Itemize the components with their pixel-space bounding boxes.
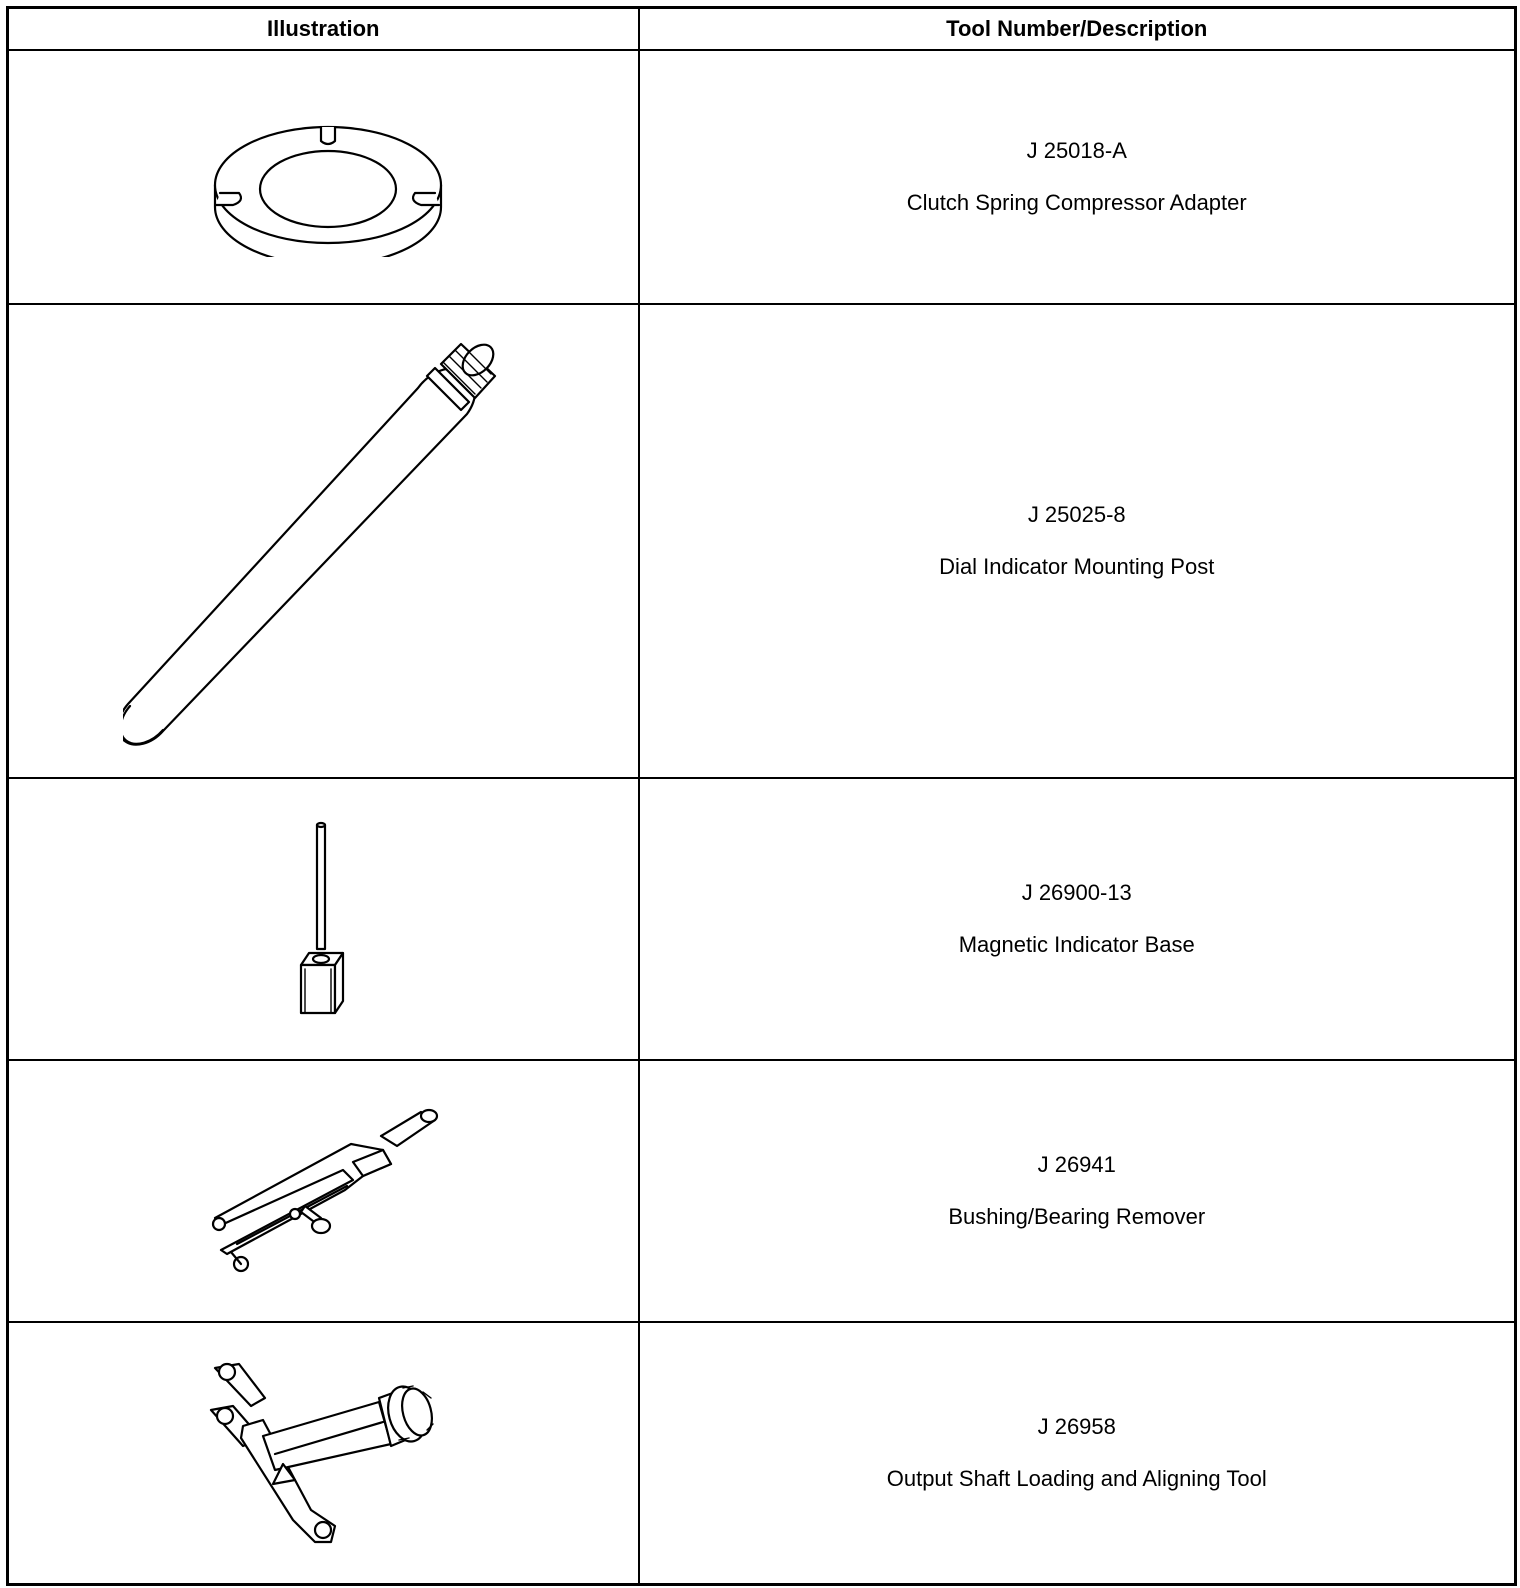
magnetic-indicator-base-icon <box>293 819 353 1019</box>
tool-cell <box>639 50 1516 304</box>
table-row <box>8 50 1516 304</box>
table-row <box>8 304 1516 778</box>
bushing-bearing-remover-icon <box>203 1106 443 1276</box>
tool-number: J 25018-A <box>1026 138 1127 163</box>
tool-cell <box>639 778 1516 1060</box>
tool-number: J 25025-8 <box>1027 502 1126 527</box>
tool-description: Clutch Spring Compressor Adapter <box>906 190 1247 215</box>
illustration-cell <box>8 1322 639 1584</box>
illustration-cell <box>8 1060 639 1322</box>
illustration-cell <box>8 304 639 778</box>
tool-description: Output Shaft Loading and Aligning Tool <box>886 1465 1267 1491</box>
tool-cell <box>639 1060 1516 1322</box>
special-tools-table <box>6 6 1517 1586</box>
output-shaft-loading-aligning-tool-icon <box>203 1358 443 1548</box>
table-row <box>8 1060 1516 1322</box>
header-illustration: Illustration <box>8 8 639 51</box>
table-row <box>8 778 1516 1060</box>
tool-number: J 26900-13 <box>1021 880 1132 905</box>
tool-description: Magnetic Indicator Base <box>958 932 1195 957</box>
dial-indicator-mounting-post-icon <box>123 336 523 746</box>
tool-description: Dial Indicator Mounting Post <box>939 554 1215 579</box>
table-header-row <box>8 8 1516 51</box>
tool-number: J 26941 <box>1037 1152 1116 1177</box>
tool-cell <box>639 304 1516 778</box>
table-row <box>8 1322 1516 1584</box>
illustration-cell <box>8 50 639 304</box>
tool-description: Bushing/Bearing Remover <box>948 1204 1206 1229</box>
tool-cell <box>639 1322 1516 1584</box>
header-tool-number-description: Tool Number/Description <box>639 8 1516 51</box>
clutch-spring-compressor-adapter-icon <box>203 97 443 257</box>
tool-number: J 26958 <box>1037 1413 1116 1439</box>
illustration-cell <box>8 778 639 1060</box>
